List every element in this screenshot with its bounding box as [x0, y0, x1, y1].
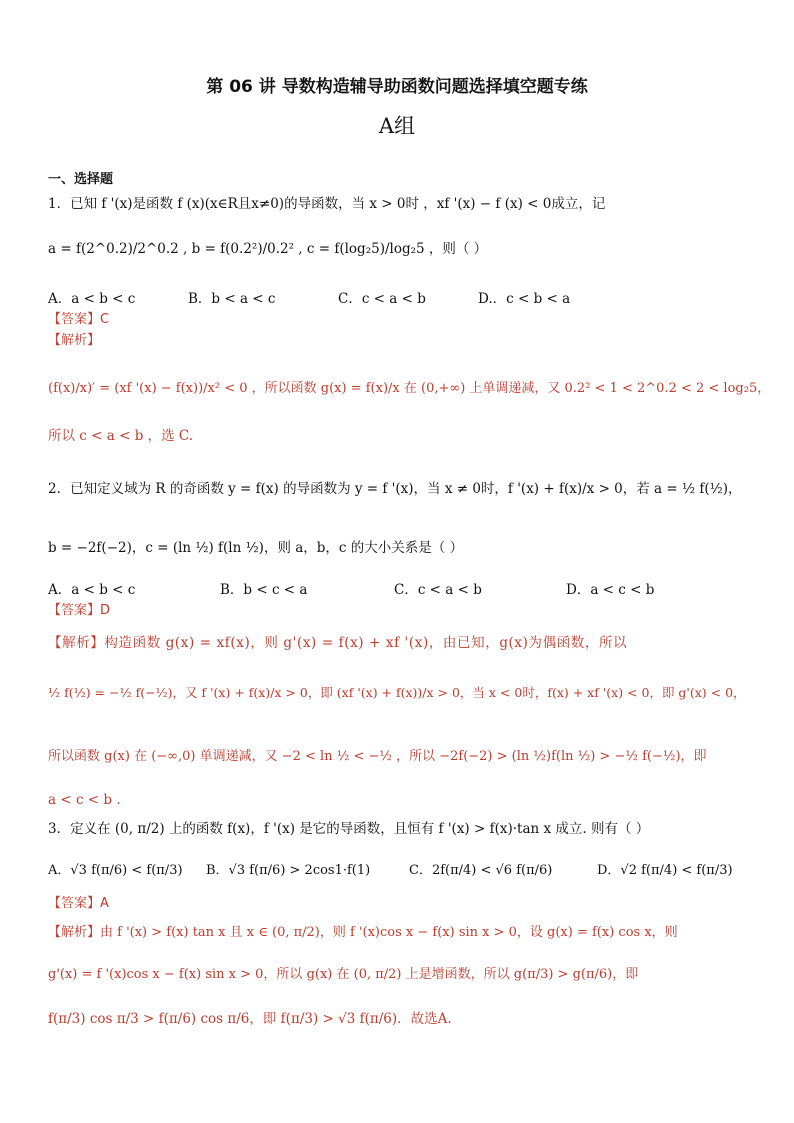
- q2-analysis-3: 所以函数 g(x) 在 (−∞,0) 单调递减，又 −2 < ln ½ < −½ ，所以 −2f(−2) > (ln ½)f(ln ½) > −½ f(−½)，即: [48, 749, 707, 764]
- q2-stem-2: b = −2f(−2)，c = (ln ½) f(ln ½)，则 a，b，c 的大小关系是（ ）: [48, 540, 464, 556]
- q3-analysis-1: 【解析】由 f '(x) > f(x) tan x 且 x ∈ (0, π/2)，则 f '(x)cos x − f(x) sin x > 0，设 g(x) = f(x) cos x，则: [48, 925, 678, 940]
- q2-options: [48, 579, 748, 601]
- q2-option-b[interactable]: B．b < c < a: [220, 582, 308, 598]
- q1-answer: 【答案】C: [48, 312, 110, 327]
- page-title: 第 06 讲 导数构造辅导助函数问题选择填空题专练: [206, 77, 588, 97]
- q3-option-d[interactable]: D．√2 f(π/4) < f(π/3): [597, 863, 733, 878]
- q3-option-c[interactable]: C．2f(π/4) < √6 f(π/6): [409, 863, 553, 878]
- q3-analysis-3: f(π/3) cos π/3 > f(π/6) cos π/6，即 f(π/3) > √3 f(π/6)．故选A.: [48, 1011, 452, 1027]
- q3-stem: 3．定义在 (0, π/2) 上的函数 f(x)，f '(x) 是它的导函数，且恒有 f '(x) > f(x)·tan x 成立. 则有（ ）: [48, 821, 650, 837]
- q3-option-a[interactable]: A．√3 f(π/6) < f(π/3): [48, 863, 183, 878]
- q1-option-c[interactable]: C．c < a < b: [338, 291, 426, 307]
- q1-options: [48, 288, 748, 310]
- q1-option-d[interactable]: D.．c < b < a: [478, 291, 571, 307]
- q2-analysis-1: 【解析】构造函数 g(x) = xf(x)，则 g'(x) = f(x) + xf '(x)，由已知，g(x)为偶函数，所以: [48, 635, 628, 651]
- q1-analysis-label: 【解析】: [48, 333, 101, 348]
- q1-stem: 1．已知 f '(x)是函数 f (x)(x∈R且x≠0)的导函数，当 x > 0时 ，xf '(x) − f (x) < 0成立，记: [48, 196, 606, 212]
- q2-analysis-2: ½ f(½) = −½ f(−½)，又 f '(x) + f(x)/x > 0，即 (xf '(x) + f(x))/x > 0，当 x < 0时，f(x) + xf '(x) < 0，即 g'(x) < 0，: [48, 685, 746, 700]
- q3-answer: 【答案】A: [48, 896, 109, 911]
- q2-answer: 【答案】D: [48, 603, 111, 618]
- q2-analysis-4: a < c < b .: [48, 792, 121, 808]
- q2-stem-1: 2．已知定义域为 R 的奇函数 y = f(x) 的导函数为 y = f '(x)，当 x ≠ 0时，f '(x) + f(x)/x > 0，若 a = ½ f(½)，: [48, 481, 742, 497]
- q1-analysis-2: 所以 c < a < b ，选 C.: [48, 428, 194, 444]
- q2-option-a[interactable]: A．a < b < c: [48, 582, 136, 598]
- group-heading: A组: [378, 114, 416, 138]
- q1-definitions: a = f(2^0.2)/2^0.2 , b = f(0.2²)/0.2² , c = f(log₂5)/log₂5 ，则（ ）: [48, 241, 488, 257]
- q3-option-b[interactable]: B．√3 f(π/6) > 2cos1·f(1): [206, 863, 371, 878]
- section-heading: 一、选择题: [48, 172, 114, 187]
- q2-option-c[interactable]: C．c < a < b: [394, 582, 482, 598]
- q1-analysis-1: (f(x)/x)′ = (xf '(x) − f(x))/x² < 0 ，所以函数 g(x) = f(x)/x 在 (0,+∞) 上单调递减，又 0.2² < 1 < 2^0.2 < 2 < log₂5，: [48, 381, 771, 396]
- q3-options: [48, 860, 748, 882]
- q3-analysis-2: g'(x) = f '(x)cos x − f(x) sin x > 0，所以 g(x) 在 (0, π/2) 上是增函数，所以 g(π/3) > g(π/6)，即: [48, 967, 639, 982]
- q2-option-d[interactable]: D．a < c < b: [566, 582, 655, 598]
- q1-option-a[interactable]: A．a < b < c: [48, 291, 136, 307]
- q1-option-b[interactable]: B．b < a < c: [188, 291, 276, 307]
